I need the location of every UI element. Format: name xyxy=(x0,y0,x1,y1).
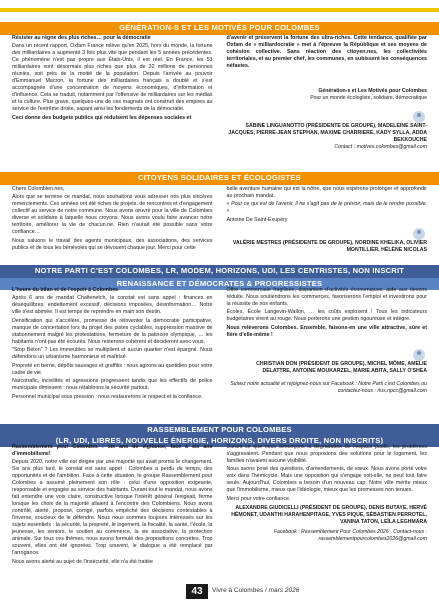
article-lead: Résister au règne des plus riches… pour la démocratie xyxy=(12,35,151,41)
section-banner: CITOYENS SOLIDAIRES ET ÉCOLOGISTES xyxy=(0,172,439,185)
article-lead: L'heure du bilan et de l'espoir à Colombes xyxy=(12,287,119,293)
section-banner: NOTRE PARTI C'EST COLOMBES, LR, MODEM, HORIZONS, UDI, LES CENTRISTES, NON INSCRIT xyxy=(0,265,439,278)
page-footer xyxy=(0,583,439,600)
paragraph: Propreté en berne, dépôts sauvages et graffitis : nous agirons au quotidien pour votre cadre de vie. xyxy=(12,362,213,376)
column-right xyxy=(227,35,428,151)
paragraph: Offre commerciale fragilisée, disparition d'activités économiques, aide aux devoirs réduite. Nous soutiendrons les commerces, favoriserons l'emploi et investirons pour la réussite de nos enfants. xyxy=(226,287,427,307)
signature-block xyxy=(227,228,428,254)
paragraph: Densification qui s'accélère, promesse de réinventer la démocratie participative, manque de concertation lors du projet des pistes cyclables, suppression massive de stationnement malgré les protestations, fermeture de la patinoire olympique, … les habitants n'ont pas été écoutés. Nous resterons cohérent et décideront avec vous. xyxy=(12,317,213,345)
column-left xyxy=(12,287,213,402)
avatar xyxy=(413,228,425,240)
paragraph: Nous avons posé des questions, d'amendements, de vœux. Nous avons porté votre voix dans l'hémicycle. Mais une opposition qui s'engage soit-elle, ne peut tout faire seule. Aujourd'hui, Colombes a besoin d'un nouveau cap. Notre ville mérite mieux que l'immobilisme, mieux que l'idéologie, mieux que les promesses non tenues. xyxy=(226,466,427,494)
contact-social[interactable]: Facebook : Rassemblement Pour Colombes 2026 · Contact-nous : rassemblementpourcolombes2026@gmail.com xyxy=(273,528,427,542)
magazine-credit: Vivre à Colombes / mars 2026 xyxy=(212,587,300,594)
page-number: 43 xyxy=(186,584,208,599)
section-banner: GÉNÉRATION-S ET LES MOTIVÉS POUR COLOMBES xyxy=(0,22,439,35)
signature-block xyxy=(227,505,428,543)
signature-block xyxy=(227,88,428,151)
paragraph: Merci pour votre confiance. xyxy=(226,495,291,502)
paragraph: Chers Colombien.nes, xyxy=(12,186,65,192)
avatar xyxy=(413,111,425,123)
paragraph: Personnel municipal sous pression : nous restaurerons le respect et la confiance. xyxy=(12,393,203,400)
issue-date: mars 2026 xyxy=(268,587,300,594)
signatory-names: ALEXANDRE GIUDICELLI (PRÉSIDENT DE GROUPE), DENIS BUTAYE, HERVÉ HÉMONET, UDANTHI HARAHENPITAGE, YVES PIQUE, SÉBASTIEN PERROTEL, VANINA TATON, LEÏLA LEGHMARA xyxy=(231,504,427,525)
column-right xyxy=(227,287,428,402)
section-2-columns xyxy=(12,186,427,254)
signatory-names: SABINE LINGUANOTTO (PRÉSIDENTE DE GROUPE), MADELEINE SAINT-JACQUES, PIERRE-JEAN STEPHAN, MAXIME CHARRIERE, KADY SYLLA, ADDA BEKKOUCHE xyxy=(228,122,427,143)
column-left xyxy=(12,186,213,254)
section-4-columns xyxy=(12,444,427,567)
section-1-columns xyxy=(12,35,427,151)
column-right xyxy=(227,444,428,567)
paragraph: belle aventure humaine qui est la nôtre, que nous espérons prolonger et approfondir au prochain mandat. xyxy=(226,186,427,199)
quote-author: Antoine De Saint-Exupéry xyxy=(226,216,288,223)
paragraph: Dans un récent rapport, Oxfam France relève qu'en 2025, hors du monde, la fortune des milliardaires a augmenté 3 fois plus vite que pendant les 5 années précédentes. Ce phénomène n'est pas propre aux États-Unis, il est réel. En France, les 53 milliardaires sont désormais plus riches que plus de 32 millions de personnes réunies, soit près de la moitié de la population. Depuis l'arrivée au pouvoir d'Emmanuel Macron, la fortune des milliardaires français a doublé et s'est accompagnée d'une concentration de moyens économiques, d'information et d'influence. Cela se traduit, notamment par l'offensive de milliardaires sur les médias et la culture. Plus grave, quelques-uns de ces magnats ont construit des empires au service de l'extrême droite, sapant ainsi les fondements de la démocratie. xyxy=(12,43,213,113)
signature-block xyxy=(227,349,428,395)
top-rule xyxy=(0,0,439,14)
paragraph: Ceci donne des budgets publics qui réduisent les dépenses sociales et xyxy=(12,114,192,121)
section-generation-s xyxy=(0,22,439,35)
column-left xyxy=(12,444,213,567)
paragraph: Après 6 ans de mandat Chaltenetch, le constat est sans appel : finances en déséquilibres, endettement excessif, décisions imposées, désinformation… Notre ville s'est abimée. Il est temps de reprendre en main son destin. xyxy=(12,295,213,316)
magazine-name: Vivre à Colombes xyxy=(212,587,264,594)
section-sub-banner: RENAISSANCE ET DÉMOCRATES & PROGRESSISTES xyxy=(0,278,439,291)
quote: « Pour ce qui est de l'avenir, il ne s'agit pas de le prévoir, mais de le rendre possible. » xyxy=(226,201,427,215)
section-citoyens-solidaires xyxy=(0,172,439,185)
signatory-names: VALÉRIE MESTRES (PRÉSIDENTE DE GROUPE), NORDINE KHELIKA, OLIVIER MONTILLIER, HÉLÈNE NICOLAS xyxy=(232,239,427,253)
contact-social[interactable]: Suivez notre actualité et rejoignez-nous sur Facebook : Notre Parti c'est Colombes ou contactez-nous : rlus.npcc@gmail.com xyxy=(230,380,427,394)
group-tagline: Pour un monde écologiste, solidaire, démocratique xyxy=(310,94,427,101)
article-lead: Rassemblement pour Colombes : six ans de vigilance, face à six ans d'immobilisme! xyxy=(12,444,213,457)
paragraph: Narcotrafic, incivilités et agressions progressent tandis que les effectifs de police municipale diminuent : nous rétablirons la sécurité partout. xyxy=(12,378,213,392)
paragraph: Durant ce que nous dénonçons la dégradation de l'espace public, les problèmes s'aggravaient. Pendant que nous proposions des solutions pour le logement, les familles n'avaient aucune visibilité. xyxy=(226,444,427,464)
signature-row xyxy=(227,111,428,123)
paragraph: Écoles, École Langevin-Wallon, … les coûts explosent ! Tous les indicateurs budgétaires virent au rouge. Nous porterons une gestion rigoureuse et intègre. xyxy=(226,309,427,323)
paragraph: Nous avons alerté au sujet de l'insécurité, elle n'a été traitée xyxy=(12,558,154,565)
paragraph: Nous saluons le travail des agents municipaux, des associations, des services publics et de tous les bénévoles qui se dévouent chaque jour. Merci pour cette xyxy=(12,237,213,251)
paragraph: d'avenir et préservent la fortune des ultra-riches. Cette tendance, qualifiée par Oxfam de « milliardocratie » met à l'épreuve la République et ses moyens de cohésion collective. Sans réaction des citoyen.nes, les collectivités territoriales, et au premier chef, les communes, en subissent les conséquences néfastes. xyxy=(226,35,427,69)
column-left xyxy=(12,35,213,151)
avatar xyxy=(413,349,425,361)
paragraph: Alors que se termine ce mandat, nous souhaitons vous adresser nos plus sincères remerciements. Ces années ont été riches de projets, de rencontres et d'engagement collectif au service de notre commune. Nous avons œuvré pour la ville de Colombes diverse et solidaire à laquelle nous croyons. Nous avons voulu faire avancer notre territoire, améliorer la vie de chacun.ne. Rien n'aurait été possible sans votre confiance… xyxy=(12,194,213,236)
section-sub-banner: (LR, UDI, LIBRES, NOUVELLE ÉNERGIE, HORIZONS, DIVERS DROITE, NON INSCRITS) xyxy=(0,437,439,448)
column-right xyxy=(227,186,428,254)
paragraph: Nous relèverons Colombes. Ensemble, faisons-en une ville attractive, sûre et fière d'elle-même ! xyxy=(226,324,427,338)
paragraph: "Stop Béton" ? Les immeubles se multiplient et aucun quartier n'est épargné. Nous défendons un urbanisme harmonieux et maîtrisé. xyxy=(12,347,213,361)
paragraph: Depuis 2020, notre ville est dirigée par une majorité qui avait promis le changement. Six ans plus tard, le constat est sans appel : Colombes a perdu de temps, des opportunités et de l'ambition. Face à cette situation, le groupe Rassemblement pour Colombes a assumé pleinement son rôle : celui d'une opposition exigeante, responsable et engagée au service des habitants. Durant tout le mandat, nous avons fait entendre une voix claire, constructive lorsque l'intérêt général l'exigeait, ferme lorsque les choix de la majorité allaient à l'encontre des Colombiens. Nous avons contrôlé, alerté, proposé, corrigé, parfois empêché des décisions contestables à l'inverse, soucieux de le défendre. Nous nous sommes toujours intéressés sur les sujets essentiels : la sécurité, la propreté, le logement, la fiscalité, la santé, l'école, la jeunesse, les seniors, le soutien au commerce, la vie associative, la protection animale. Sur tous ces thèmes, nous avons formulé des propositions concrètes. Trop souvent, elles ont été ignorées. Trop souvent, le dialogue a été remplacé par l'arrogance. xyxy=(12,459,213,557)
group-name: Génération-s et Les Motivés pour Colombes xyxy=(318,87,427,94)
top-accent-bar xyxy=(0,8,439,12)
section-3-columns xyxy=(12,287,427,402)
section-banner: RASSEMBLEMENT POUR COLOMBES xyxy=(0,424,439,437)
signatory-names: CHRISTIAN DON (PRÉSIDENT DE GROUPE), MICHEL MÔME, AMÉLIE DELATTRE, ANTOINE MOUKARZEL, MARIE ABITA, SALLY O'SHEA xyxy=(256,360,427,374)
contact-email[interactable]: Contact : motives.colombes@gmail.com xyxy=(334,144,427,150)
